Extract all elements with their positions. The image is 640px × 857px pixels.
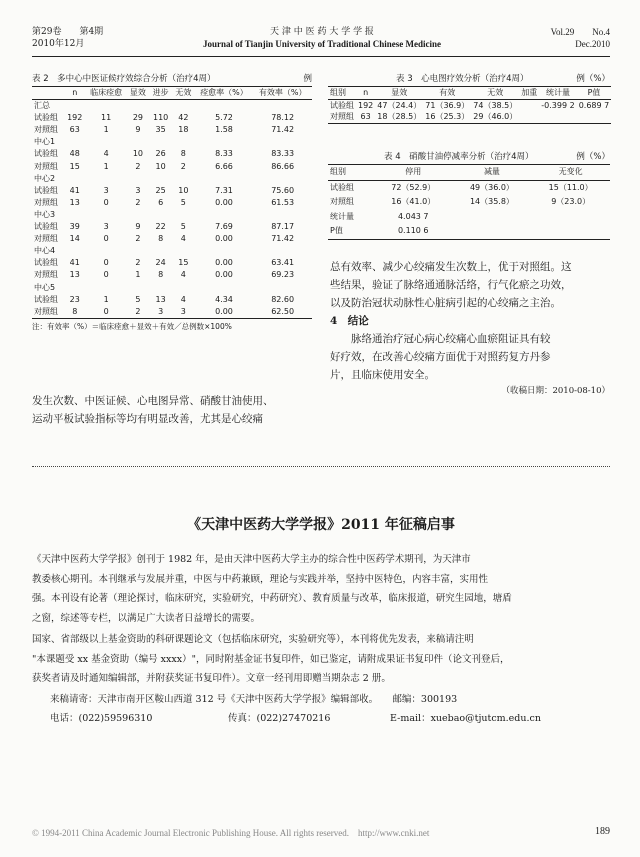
table-cell: 71.42 xyxy=(271,234,295,244)
table-4-caption-row xyxy=(328,150,610,164)
row-label: 统计量 xyxy=(330,211,354,221)
table-cell: 10 xyxy=(155,161,166,171)
table-cell: 4 xyxy=(180,234,186,244)
table-cell: 72（52.9） xyxy=(391,182,436,192)
table-row xyxy=(328,224,610,239)
table-cell: 18（28.5） xyxy=(375,111,423,123)
text-line: 强。本刊设有论著（理论探讨，临床研究，实验研究，中药研究）、教育质量与改革，临床报道，研究生园地，塘盾 xyxy=(32,593,512,604)
column-header: 有效率（%） xyxy=(253,87,312,100)
table-cell: 2 xyxy=(135,258,141,268)
table-cell: 0.110 6 xyxy=(374,224,453,239)
table-cell: -0.399 2 xyxy=(541,100,575,110)
table-cell: 63 xyxy=(356,111,375,123)
header-volume-cn: 第29卷 第4期 xyxy=(32,27,104,37)
row-label: 试验组 xyxy=(34,258,58,268)
header-volume-en: Vol.29 No.4 xyxy=(550,27,610,37)
table-cell: 0 xyxy=(103,234,109,244)
table-cell: 0 xyxy=(103,270,109,280)
column-header: 统计量 xyxy=(539,87,576,100)
table-cell: 0.00 xyxy=(215,270,233,280)
column-header xyxy=(32,87,64,100)
row-label: 试验组 xyxy=(34,185,58,195)
right-column-text xyxy=(330,258,612,384)
table-cell xyxy=(531,210,610,225)
header-date-en: Dec.2010 xyxy=(575,39,610,49)
table-cell: 4 xyxy=(180,294,186,304)
fax-number: 传真：(022)27470216 xyxy=(228,713,331,724)
column-header: 痊愈率（%） xyxy=(195,87,254,100)
table-cell: 86.66 xyxy=(271,161,295,171)
table-cell: 26 xyxy=(155,149,166,159)
table-cell: 9 xyxy=(135,125,141,135)
table-2-unit: 例 xyxy=(303,74,312,84)
contact-row xyxy=(50,709,610,728)
table-row xyxy=(328,111,611,123)
table-cell: 1 xyxy=(103,294,109,304)
text-line: 运动平板试验指标等均有明显改善，尤其是心绞痛 xyxy=(32,413,263,425)
table-row xyxy=(32,161,312,173)
email-address: E-mail：xuebao@tjutcm.edu.cn xyxy=(390,713,541,724)
row-label: 对照组 xyxy=(34,197,58,207)
table-row xyxy=(32,257,312,269)
table-cell: 110 xyxy=(152,113,169,123)
row-label: 对照组 xyxy=(34,234,58,244)
table-cell: 3 xyxy=(149,306,172,319)
table-cell: 13 xyxy=(155,294,166,304)
table-cell: 47（24.4） xyxy=(377,100,422,110)
table-row xyxy=(32,294,312,306)
table-3-block xyxy=(328,72,610,124)
received-date: （收稿日期：2010-08-10） xyxy=(501,386,610,396)
table-cell: 8 xyxy=(180,149,186,159)
table-cell: 8 xyxy=(158,270,164,280)
table-cell: 3 xyxy=(135,185,141,195)
text-line: 国家、省部级以上基金资助的科研课题论文（包括临床研究，实验研究等），本刊将优先发表，来稿请注明 xyxy=(32,634,474,645)
row-label: 对照组 xyxy=(34,161,58,171)
column-header: 显效 xyxy=(127,87,150,100)
table-cell: 4.043 7 xyxy=(397,211,429,221)
table-header-row xyxy=(32,87,312,100)
table-cell: 9（23.0） xyxy=(551,197,591,206)
table-2 xyxy=(32,86,312,319)
table-cell: 1 xyxy=(135,270,141,280)
table-cell: 10 xyxy=(132,149,144,159)
table-4-caption: 表 4 硝酸甘油停减率分析（治疗4周） xyxy=(384,152,534,162)
table-row xyxy=(32,221,312,233)
header-journal-cn: 天 津 中 医 药 大 学 学 报 xyxy=(270,27,374,37)
table-cell: 5 xyxy=(180,222,186,232)
table-cell: 35 xyxy=(155,125,166,135)
column-header: 进步 xyxy=(149,87,172,100)
table-3-caption: 表 3 心电图疗效分析（治疗4周） xyxy=(396,74,529,84)
column-header: 有效 xyxy=(423,87,471,100)
table-cell: 3 xyxy=(103,222,109,232)
phone-number: 电话：(022)59596310 xyxy=(50,713,153,724)
text-line: 获奖者请及时通知编辑部，并附获奖证书复印件）。文章一经刊用即赠当期杂志 2 册。 xyxy=(32,673,391,684)
table-cell: 8 xyxy=(64,306,86,319)
table-row xyxy=(32,197,312,209)
table-row xyxy=(32,269,312,281)
table-cell: 4.34 xyxy=(215,294,233,304)
table-cell xyxy=(577,111,612,123)
column-header: n xyxy=(356,87,375,100)
table-cell: 78.12 xyxy=(271,113,295,123)
column-header: P值 xyxy=(577,87,612,100)
row-label: 试验组 xyxy=(330,182,354,192)
row-label: 对照组 xyxy=(34,125,58,135)
notice-paragraph-2 xyxy=(32,630,610,689)
group-label: 中心3 xyxy=(34,209,56,219)
table-row xyxy=(32,185,312,197)
table-row xyxy=(328,180,610,195)
table-cell: 62.50 xyxy=(253,306,312,319)
text-line: 片，且临床使用安全。 xyxy=(330,369,435,381)
table-cell: 63.41 xyxy=(271,258,295,268)
table-cell: 13 xyxy=(69,270,80,280)
column-header: 无变化 xyxy=(531,165,610,181)
table-cell: 71.42 xyxy=(271,125,295,135)
table-cell: 5.72 xyxy=(215,113,233,123)
table-cell: 15 xyxy=(178,258,189,268)
table-group-row xyxy=(32,173,312,185)
table-group-row xyxy=(32,100,312,113)
table-cell: 82.60 xyxy=(271,294,295,304)
table-2-block xyxy=(32,72,312,332)
table-cell: 2 xyxy=(135,161,141,171)
table-cell: 42 xyxy=(178,113,189,123)
table-cell: 192 xyxy=(358,100,374,110)
table-row xyxy=(328,210,610,225)
table-row xyxy=(32,124,312,136)
group-label: 中心4 xyxy=(34,246,56,256)
group-label: 中心5 xyxy=(34,282,56,292)
table-cell: 71（36.9） xyxy=(425,100,470,110)
notice-title: 《天津中医药大学学报》2011 年征稿启事 xyxy=(187,517,455,533)
row-label: 试验组 xyxy=(34,222,58,232)
row-label: 试验组 xyxy=(34,294,58,304)
table-cell: 25 xyxy=(155,185,166,195)
text-line: 之窗，综述等专栏，以满足广大读者日益增长的需要。 xyxy=(32,612,261,624)
column-header: 加重 xyxy=(519,87,539,100)
table-4-block xyxy=(328,150,610,240)
running-header xyxy=(32,26,610,56)
table-cell: 23 xyxy=(69,294,80,304)
table-cell: 1.58 xyxy=(215,125,233,135)
table-cell: 61.53 xyxy=(271,197,295,207)
table-cell: 16（25.3） xyxy=(423,111,471,123)
table-row xyxy=(32,306,312,319)
table-header-row xyxy=(328,165,610,181)
table-cell: 22 xyxy=(155,222,166,232)
column-header: 组别 xyxy=(328,165,374,181)
table-cell: 2 xyxy=(135,234,141,244)
table-cell: 48 xyxy=(69,149,80,159)
text-line: 《天津中医药大学学报》创刊于 1982 年，是由天津中医药大学主办的综合性中医药学术期刊，为天津市 xyxy=(32,554,471,565)
table-cell xyxy=(519,111,539,123)
table-cell: 8.33 xyxy=(215,149,233,159)
table-row xyxy=(328,99,611,111)
page-number: 189 xyxy=(595,826,610,837)
text-line: 以及防治冠状动脉性心脏病引起的心绞痛之主治。 xyxy=(330,297,561,309)
text-line: 些结果，验证了脉络通通脉活络，行气化瘀之功效， xyxy=(330,279,572,291)
text-line: "本课题受 xx 基金资助（编号 xxxx）"，同时附基金证书复印件，如已鉴定，请附成果证书复印件（论文刊登后， xyxy=(32,653,510,665)
text-line: 发生次数、中医证候、心电图异常、硝酸甘油使用、 xyxy=(32,395,274,407)
row-label: 对照组 xyxy=(32,306,64,319)
header-center xyxy=(152,26,492,50)
notice-paragraph-1 xyxy=(32,550,610,628)
table-cell: 16（41.0） xyxy=(391,197,436,206)
conclusion-heading: 4 结论 xyxy=(330,315,369,327)
table-cell: 87.17 xyxy=(271,222,295,232)
table-header-row xyxy=(328,87,611,100)
mailing-address: 来稿请寄：天津市南开区鞍山西道 312 号《天津中医药大学学报》编辑部收。 邮编：300193 xyxy=(50,694,458,705)
table-cell: 29（46.0） xyxy=(471,111,519,123)
table-cell: 10 xyxy=(178,185,189,195)
table-cell: 29 xyxy=(132,113,144,123)
table-cell: 1 xyxy=(103,125,109,135)
table-cell: 11 xyxy=(101,113,112,123)
table-row xyxy=(32,148,312,160)
notice-contact xyxy=(50,690,610,728)
table-3-unit: 例（%） xyxy=(576,74,610,84)
table-cell: 63 xyxy=(69,125,80,135)
table-4-unit: 例（%） xyxy=(576,152,610,162)
table-cell: 41 xyxy=(69,185,80,195)
row-label: 试验组 xyxy=(330,100,354,110)
table-cell: 7.31 xyxy=(215,185,233,195)
table-cell: 4 xyxy=(103,149,109,159)
table-cell xyxy=(453,210,532,225)
table-group-row xyxy=(32,245,312,257)
table-group-row xyxy=(32,209,312,221)
table-row xyxy=(32,112,312,124)
text-line: 总有效率、减少心绞痛发生次数上，优于对照组。这 xyxy=(330,261,572,273)
table-3-caption-row xyxy=(328,72,610,86)
row-label: 对照组 xyxy=(34,270,58,280)
table-cell: 9 xyxy=(135,222,141,232)
column-header: 无效 xyxy=(471,87,519,100)
table-cell: 4 xyxy=(180,270,186,280)
text-line: 教委核心期刊。本刊继承与发展并重，中医与中药兼顾，理论与实践并举，坚持中医特色，内容丰富，实用性 xyxy=(32,573,489,585)
text-line: 脉络通治疗冠心病心绞痛心血瘀阻证具有较 xyxy=(330,333,551,345)
row-label: 试验组 xyxy=(34,113,58,123)
table-cell: 3 xyxy=(103,185,109,195)
column-header: 减量 xyxy=(453,165,532,181)
table-cell: 5 xyxy=(180,197,186,207)
copyright-footer: © 1994-2011 China Academic Journal Electronic Publishing House. All rights reserved. http://www.cnki.net xyxy=(32,828,430,838)
table-cell: 74（38.5） xyxy=(473,100,518,110)
left-column-text xyxy=(32,392,314,428)
table-cell: 3 xyxy=(172,306,195,319)
table-cell: 6 xyxy=(158,197,164,207)
table-cell: 18 xyxy=(178,125,189,135)
table-row xyxy=(32,233,312,245)
table-cell: 2 xyxy=(135,197,141,207)
header-date-cn: 2010年12月 xyxy=(32,39,85,49)
column-header: 显效 xyxy=(375,87,423,100)
dotted-divider xyxy=(32,466,610,467)
table-cell: 0.00 xyxy=(215,258,233,268)
row-label: P值 xyxy=(328,224,374,239)
table-cell: 8 xyxy=(158,234,164,244)
table-cell: 41 xyxy=(69,258,80,268)
table-group-row xyxy=(32,136,312,148)
row-label: 对照组 xyxy=(328,111,356,123)
table-cell: 5 xyxy=(135,294,141,304)
column-header: n xyxy=(64,87,86,100)
table-cell: 0.00 xyxy=(195,306,254,319)
table-2-caption-row xyxy=(32,72,312,86)
table-cell: 7.69 xyxy=(215,222,233,232)
table-cell: 2 xyxy=(180,161,186,171)
table-group-row xyxy=(32,282,312,294)
table-2-note: 注：有效率（%）＝临床痊愈＋显效＋有效／总例数×100% xyxy=(32,321,232,331)
row-label: 试验组 xyxy=(34,149,58,159)
column-header: 无效 xyxy=(172,87,195,100)
table-cell: 192 xyxy=(67,113,83,123)
table-row xyxy=(328,195,610,210)
table-3 xyxy=(328,86,611,124)
table-cell: 39 xyxy=(69,222,80,232)
table-cell: 14（35.8） xyxy=(469,197,514,206)
table-cell: 0.00 xyxy=(215,197,233,207)
header-right xyxy=(551,26,610,50)
table-cell: 24 xyxy=(155,258,166,268)
table-cell: 2 xyxy=(127,306,150,319)
table-cell: 49（36.0） xyxy=(469,182,514,192)
table-cell xyxy=(531,224,610,239)
table-cell: 69.23 xyxy=(271,270,295,280)
group-label: 中心1 xyxy=(34,137,56,147)
group-label: 中心2 xyxy=(34,173,56,183)
table-cell xyxy=(519,99,539,111)
table-cell: 75.60 xyxy=(271,185,295,195)
column-header: 临床痊愈 xyxy=(86,87,127,100)
table-cell: 1 xyxy=(103,161,109,171)
table-cell: 14 xyxy=(69,234,80,244)
table-cell xyxy=(453,224,532,239)
column-header: 组别 xyxy=(328,87,356,100)
table-cell: 0 xyxy=(86,306,127,319)
table-4 xyxy=(328,164,610,240)
text-line: 好疗效，在改善心绞痛方面优于对照药复方丹参 xyxy=(330,351,551,363)
table-cell: 0.689 7 xyxy=(578,100,610,110)
header-rule xyxy=(32,56,610,57)
group-label: 汇总 xyxy=(34,101,50,111)
table-cell: 0 xyxy=(103,197,109,207)
table-cell: 0.00 xyxy=(215,234,233,244)
row-label: 对照组 xyxy=(330,197,354,206)
table-cell: 15（11.0） xyxy=(548,182,593,192)
table-cell: 0 xyxy=(103,258,109,268)
table-cell: 15 xyxy=(69,161,80,171)
column-header: 停用 xyxy=(374,165,453,181)
header-journal-en: Journal of Tianjin University of Traditional Chinese Medicine xyxy=(202,39,442,49)
table-2-caption: 表 2 多中心中医证候疗效综合分析（治疗4周） xyxy=(32,74,216,84)
table-cell xyxy=(539,111,576,123)
table-cell: 83.33 xyxy=(271,149,295,159)
table-cell: 6.66 xyxy=(215,161,233,171)
table-cell: 13 xyxy=(69,197,80,207)
header-left xyxy=(32,26,103,50)
